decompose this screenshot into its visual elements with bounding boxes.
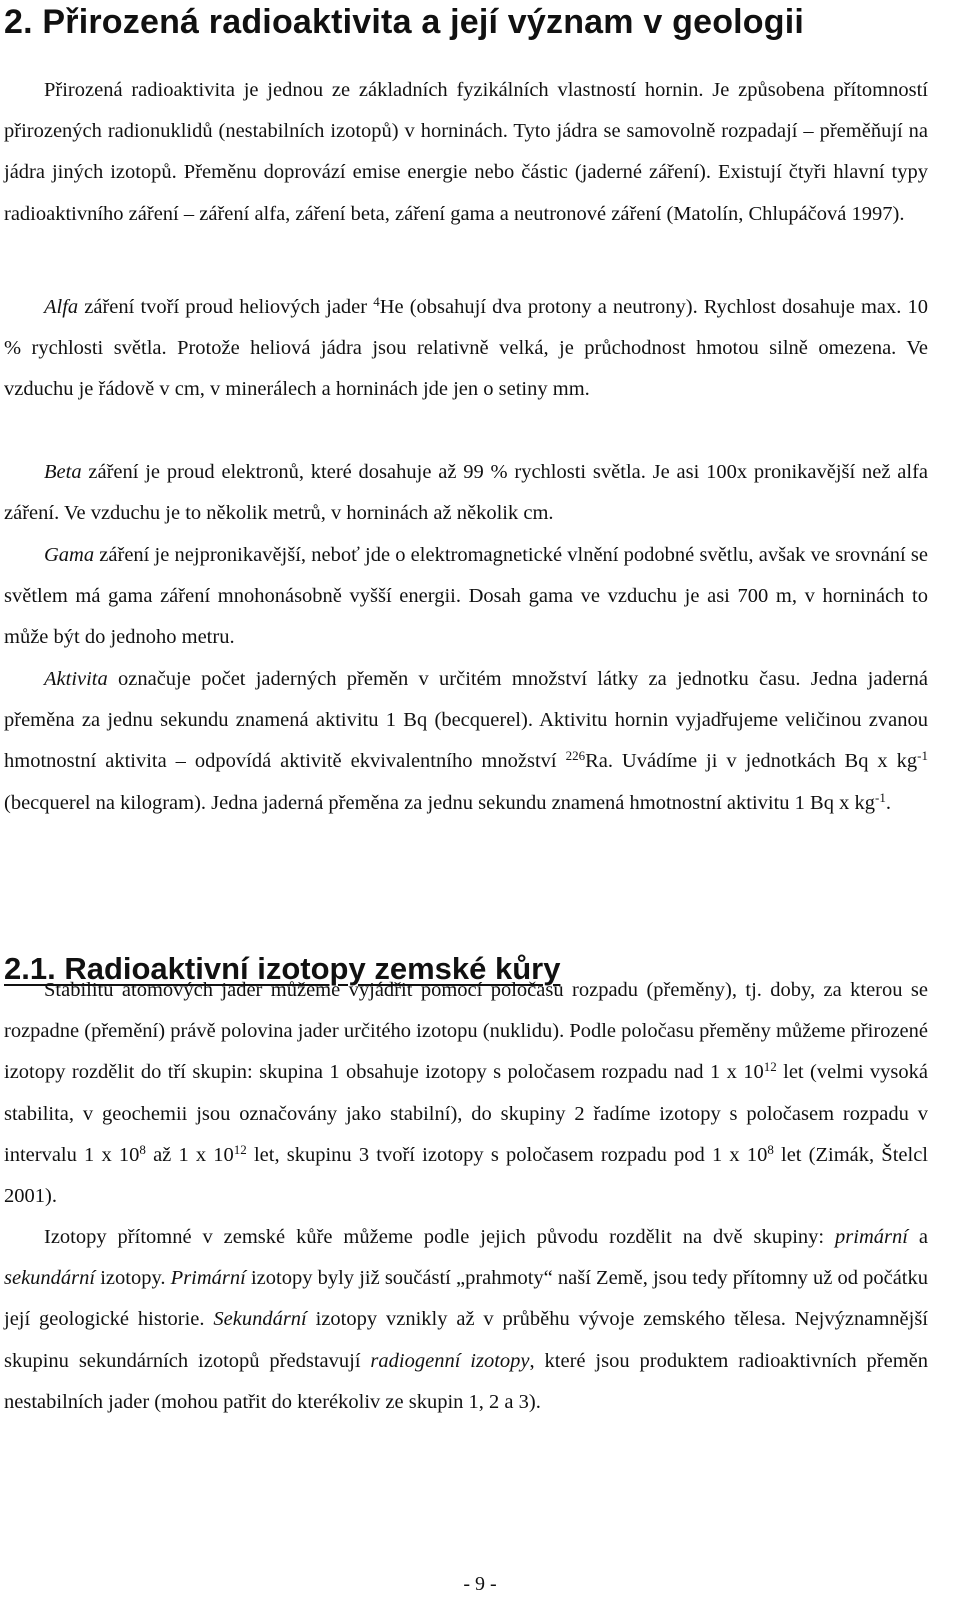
term-gama: Gama xyxy=(44,544,95,566)
paragraph-alfa: Alfa záření tvoří proud heliových jader $^4$He (obsahují dva protony a neutrony). Rychlost dosahuje max. 10 % rychlosti světla. Protože heliová jádra jsou relativně velká, je průchodnost hmotou silně omezena. Ve vzduchu je řádově v cm, v minerálech a horninách jde jen o setiny mm. xyxy=(4,293,928,401)
page-number: - 9 - xyxy=(463,1573,497,1595)
paragraph-beta: Beta záření je proud elektronů, které dosahuje až 99 % rychlosti světla. Je asi 100x pronikavější než alfa záření. Ve vzduchu je to několik metrů, v horninách až několik cm. xyxy=(4,461,928,525)
paragraph-intro: Přirozená radioaktivita je jednou ze základních fyzikálních vlastností hornin. Je způsobena přítomností přirozených radionuklidů (nestabilních izotopů) v horninách. Tyto jádra se samovolně rozpadají – přeměňují na jádra jiných izotopů. Přeměnu doprovází emise energie nebo částic (jaderné záření). Existují čtyři hlavní typy radioaktivního záření – záření alfa, záření beta, záření gama a neutronové záření (Matolín, Chlupáčová 1997). xyxy=(4,79,928,225)
term-alfa: Alfa xyxy=(44,296,79,318)
section-heading: 2.1. Radioaktivní izotopy zemské kůry xyxy=(4,951,561,986)
paragraph-aktivita: Aktivita označuje počet jaderných přeměn v určitém množství látky za jednotku času. Jedna jaderná přeměna za jednu sekundu znamená aktivitu 1 Bq (becquerel). Aktivitu hornin vyjadřujeme veličinou zvanou hmotnostní aktivita – odpovídá aktivitě ekvivalentního množství $^{226}$Ra. Uvádíme ji v jednotkách Bq x $kg^{-1}$ (becquerel na kilogram). Jedna jaderná přeměna za jednu sekundu znamená hmotnostní aktivitu 1 Bq x $kg^{-1}$. xyxy=(4,668,928,814)
term-aktivita: Aktivita xyxy=(44,668,108,690)
paragraph-izotopy: Izotopy přítomné v zemské kůře můžeme podle jejich původu rozdělit na dvě skupiny: primární a sekundární izotopy. Primární izotopy byly již součástí „prahmoty“ naší Země, jsou tedy přítomny už od počátku její geologické historie. Sekundární izotopy vznikly až v průběhu vývoje zemského tělesa. Nejvýznamnější skupinu sekundárních izotopů představují radiogenní izotopy, které jsou produktem radioaktivních přeměn nestabilních jader (mohou patřit do kterékoliv ze skupin 1, 2 a 3). xyxy=(4,1226,928,1413)
paragraph-stabilitu: Stabilitu atomových jader můžeme vyjádřit pomocí poločasu rozpadu (přeměny), tj. doby, za kterou se rozpadne (přemění) právě polovina jader určitého izotopu (nuklidu). Podle poločasu přeměny můžeme přirozené izotopy rozdělit do tří skupin: skupina 1 obsahuje izotopy s poločasem rozpadu nad 1 x $10^{12}$ let (velmi vysoká stabilita, v geochemii jsou označovány jako stabilní), do skupiny 2 řadíme izotopy s poločasem rozpadu v intervalu 1 x $10^8$ až 1 x $10^{12}$ let, skupinu 3 tvoří izotopy s poločasem rozpadu pod 1 x $10^8$ let (Zimák, Štelcl 2001). xyxy=(4,979,928,1208)
paragraph-gama: Gama záření je nejpronikavější, neboť jde o elektromagnetické vlnění podobné světlu, avšak ve srovnání se světlem má gama záření mnohonásobně vyšší energii. Dosah gama ve vzduchu je asi 700 m, v horninách to může být do jednoho metru. xyxy=(4,544,928,649)
term-beta: Beta xyxy=(44,461,82,483)
chapter-heading: 2. Přirozená radioaktivita a její význam v geologii xyxy=(4,3,805,41)
